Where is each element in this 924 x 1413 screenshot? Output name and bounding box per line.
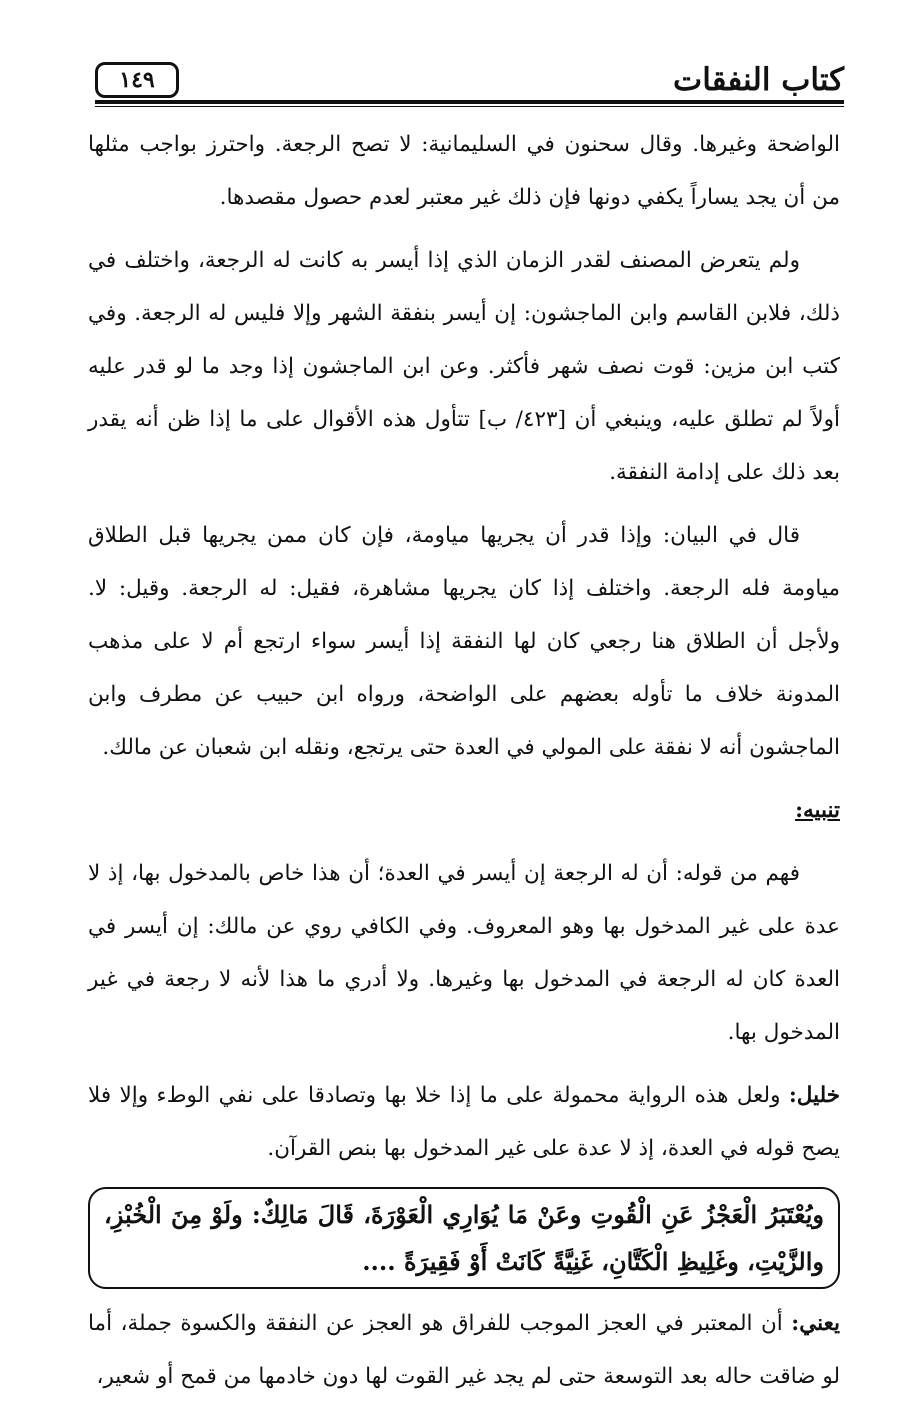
- paragraph-6-lead: يعني:: [791, 1311, 840, 1336]
- header-rule: [95, 100, 844, 104]
- paragraph-2: ولم يتعرض المصنف لقدر الزمان الذي إذا أيسر به كانت له الرجعة، واختلف في ذلك، فلابن القاسم وابن الماجشون: إن أيسر بنفقة الشهر وإلا فليس له الرجعة. وفي كتب ابن مزين: قوت نصف شهر فأكثر. وعن ابن الماجشون إذا وجد ما لو قدر عليه أولاً لم تطلق عليه، وينبغي أن [٤٢٣/ ب] تتأول هذه الأقوال على ما إذا ظن أنه يقدر بعد ذلك على إدامة النفقة.: [88, 248, 840, 485]
- paragraph-6-text: أن المعتبر في العجز الموجب للفراق هو العجز عن النفقة والكسوة جملة، أما لو ضاقت حاله بعد التوسعة حتى لم يجد غير القوت لها دون خادمها من قمح أو شعير،: [88, 1311, 840, 1389]
- paragraph-3: قال في البيان: وإذا قدر أن يجريها مياومة، فإن كان ممن يجريها قبل الطلاق مياومة فله الرجعة. واختلف إذا كان يجريها مشاهرة، فقيل: له الرجعة. وقيل: لا. ولأجل أن الطلاق هنا رجعي كان لها النفقة إذا أيسر سواء ارتجع أم لا على مذهب المدونة خلاف ما تأوله بعضهم على الواضحة، ورواه ابن حبيب عن مطرف وابن الماجشون أنه لا نفقة على المولي في العدة حتى يرتجع، ونقله ابن شعبان عن مالك.: [88, 523, 840, 760]
- paragraph-6: [88, 1297, 840, 1403]
- paragraph-5-lead: خليل:: [788, 1083, 840, 1108]
- paragraph-5: [88, 1069, 840, 1175]
- paragraph-4: فهم من قوله: أن له الرجعة إن أيسر في العدة؛ أن هذا خاص بالمدخول بها، إذ لا عدة على غير المدخول بها وهو المعروف. وفي الكافي روي عن مالك: إن أيسر في العدة كان له الرجعة في المدخول بها وغيرها. ولا أدري ما هذا لأنه لا رجعة في غير المدخول بها.: [88, 861, 840, 1045]
- header-rule-thin: [95, 106, 844, 107]
- paragraph-1: الواضحة وغيرها. وقال سحنون في السليمانية: لا تصح الرجعة. واحترز بواجب مثلها من أن يجد يساراً يكفي دونها فإن ذلك غير معتبر لعدم حصول مقصدها.: [88, 132, 840, 210]
- book-title: كتاب النفقات: [673, 62, 844, 98]
- page-number: ١٤٩: [95, 62, 179, 98]
- page-header: [95, 60, 844, 102]
- matn-box: ويُعْتَبَرُ الْعَجْزُ عَنِ الْقُوتِ وعَنْ مَا يُوَارِي الْعَوْرَةَ، قَالَ مَالِكٌ: ولَوْ مِنَ الْخُبْزِ، والزَّيْتِ، وغَلِيظِ الْكَتَّانِ، غَنِيَّةً كَانَتْ أَوْ فَقِيرَةً ....: [88, 1187, 840, 1289]
- paragraph-5-text: ولعل هذه الرواية محمولة على ما إذا خلا بها وتصادقا على نفي الوطء وإلا فلا يصح قوله في العدة، إذ لا عدة على غير المدخول بها بنص القرآن.: [88, 1083, 840, 1161]
- section-heading: تنبيه:: [795, 798, 840, 823]
- body-text: [88, 118, 840, 1413]
